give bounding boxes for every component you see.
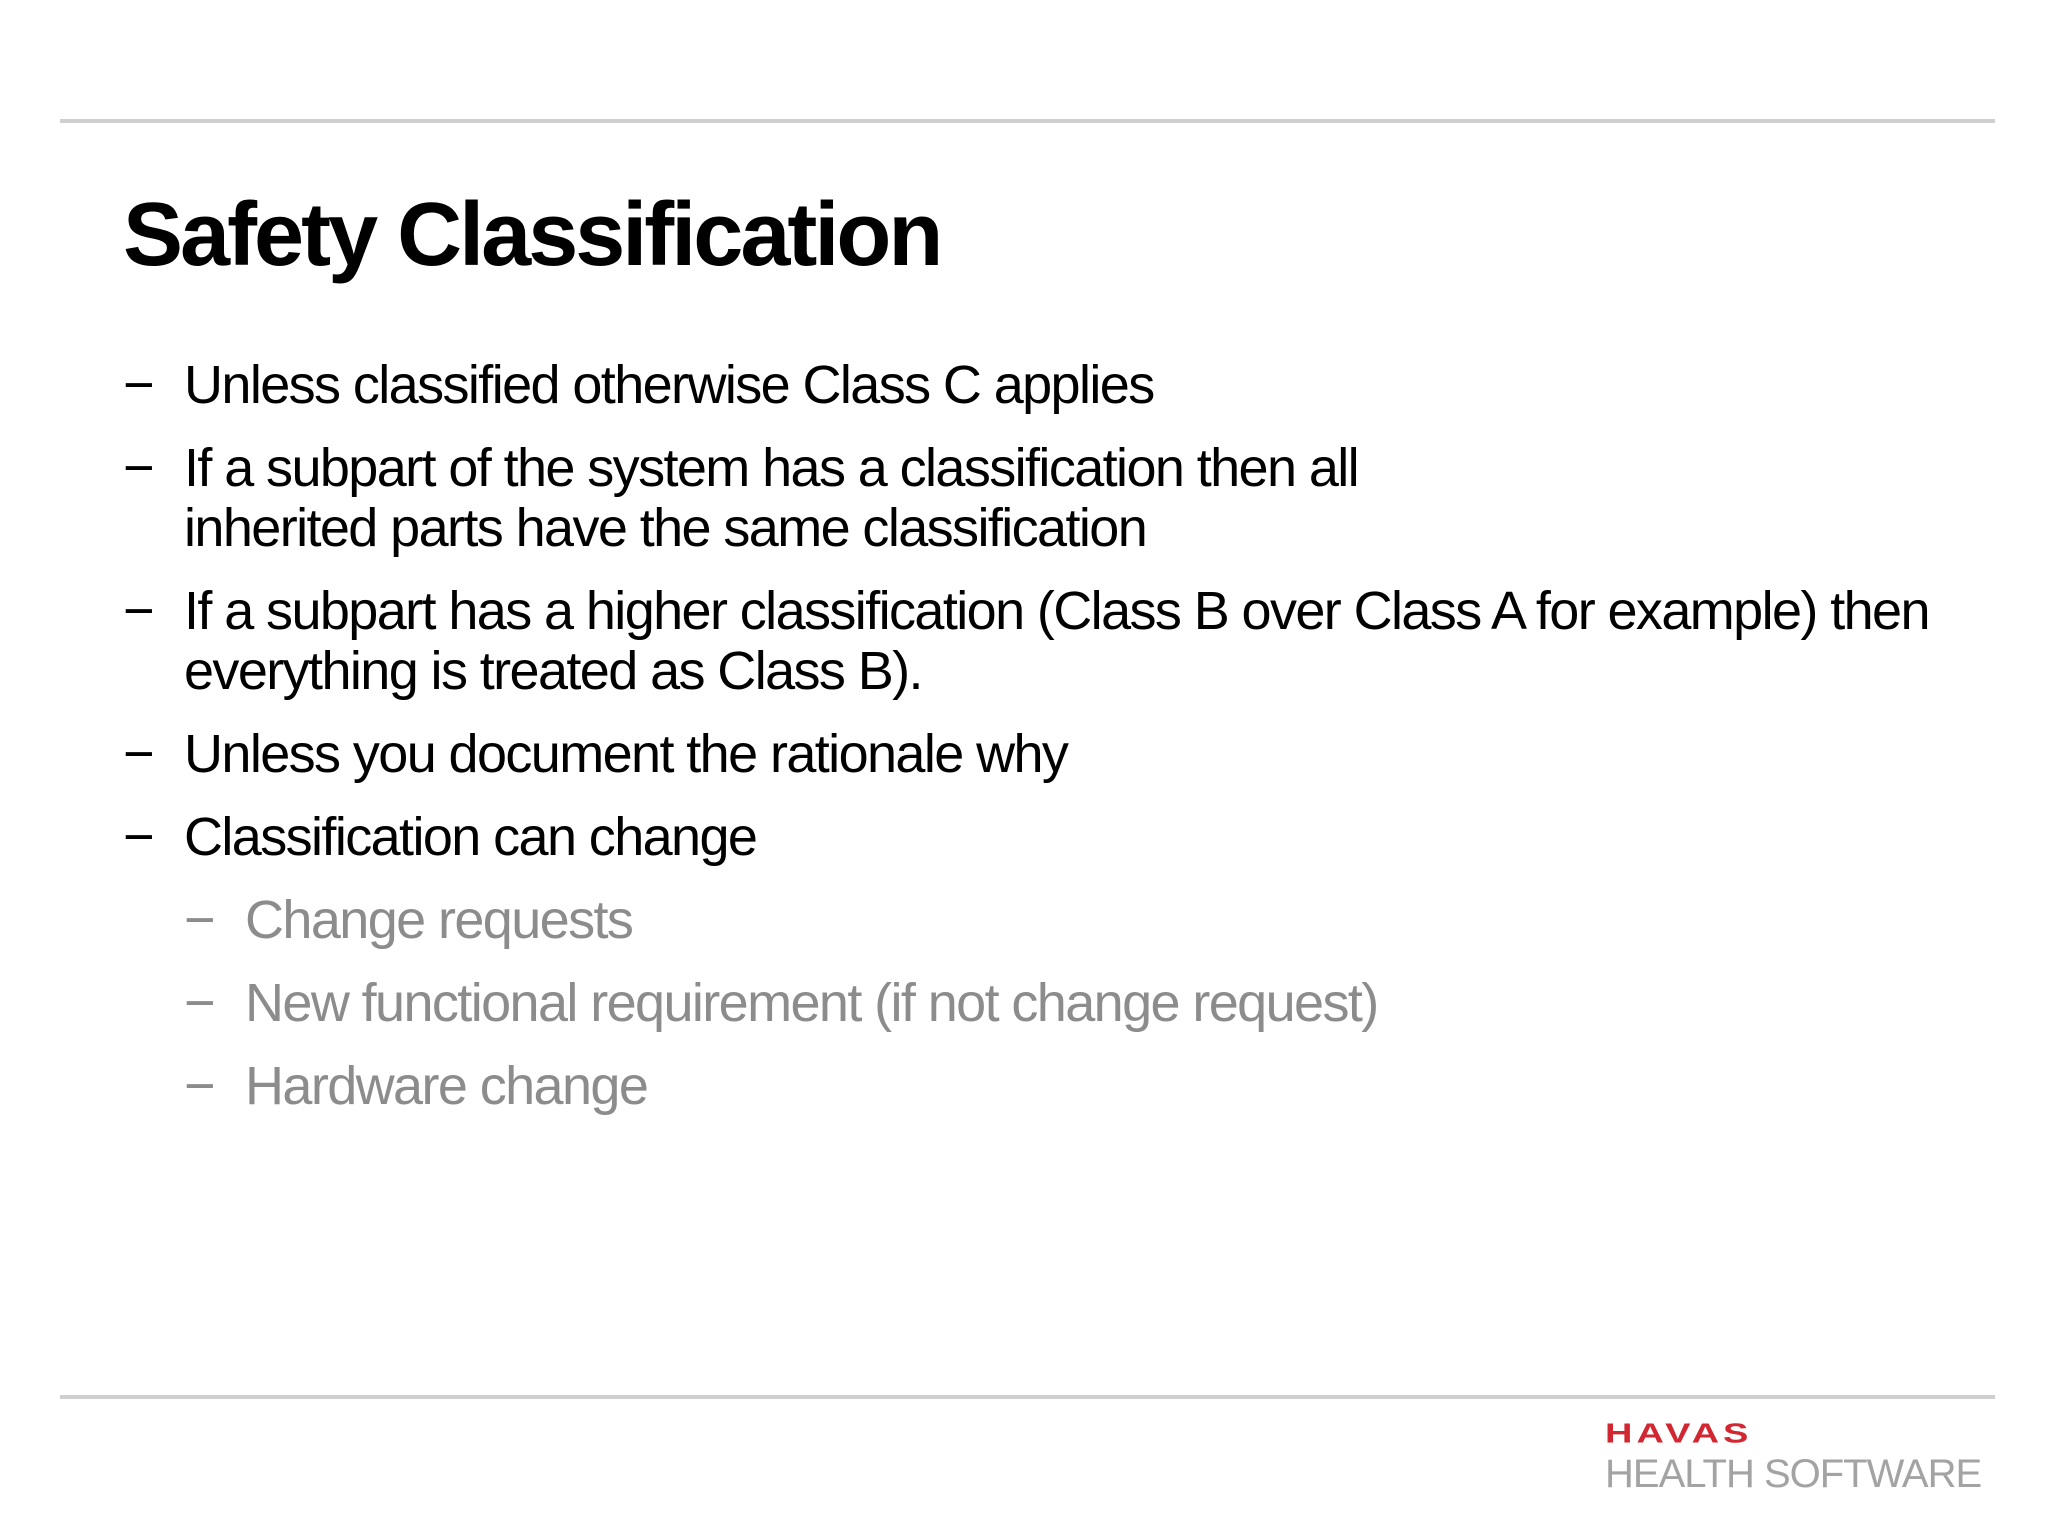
- bullet-text: Unless classified otherwise Class C applies: [184, 355, 1154, 415]
- bullet-item: [123, 438, 1539, 558]
- top-divider: [60, 119, 1995, 123]
- dash-marker: −: [184, 973, 214, 1033]
- havas-logo: [1605, 1420, 2000, 1500]
- bullet-text: If a subpart of the system has a classification then all inherited parts have the same classification: [184, 438, 1359, 558]
- dash-marker: −: [123, 807, 153, 867]
- bullet-text: If a subpart has a higher classification (Class B over Class A for example) then everything is treated as Class B).: [184, 581, 1929, 701]
- bullet-list: [123, 355, 1983, 1139]
- bullet-item: [123, 355, 1983, 415]
- sub-bullet-item: [123, 1056, 1983, 1116]
- bottom-divider: [60, 1395, 1995, 1399]
- dash-marker: −: [123, 581, 153, 641]
- dash-marker: −: [123, 355, 153, 415]
- sub-bullet-text: Change requests: [245, 890, 633, 950]
- bullet-item: [123, 724, 1983, 784]
- slide-title: Safety Classification: [123, 185, 941, 285]
- dash-marker: −: [184, 890, 214, 950]
- bullet-text: Unless you document the rationale why: [184, 724, 1068, 784]
- sub-bullet-text: Hardware change: [245, 1056, 648, 1116]
- dash-marker: −: [184, 1056, 214, 1116]
- sub-bullet-item: [123, 973, 1983, 1033]
- bullet-item: [123, 807, 1983, 867]
- bullet-text: Classification can change: [184, 807, 757, 867]
- bullet-item: [123, 581, 1984, 701]
- dash-marker: −: [123, 724, 153, 784]
- logo-subtitle: HEALTH SOFTWARE: [1605, 1452, 1982, 1496]
- dash-marker: −: [123, 438, 153, 498]
- sub-bullet-text: New functional requirement (if not change request): [245, 973, 1378, 1033]
- logo-brand: HAVAS: [1605, 1418, 1753, 1449]
- sub-bullet-item: [123, 890, 1983, 950]
